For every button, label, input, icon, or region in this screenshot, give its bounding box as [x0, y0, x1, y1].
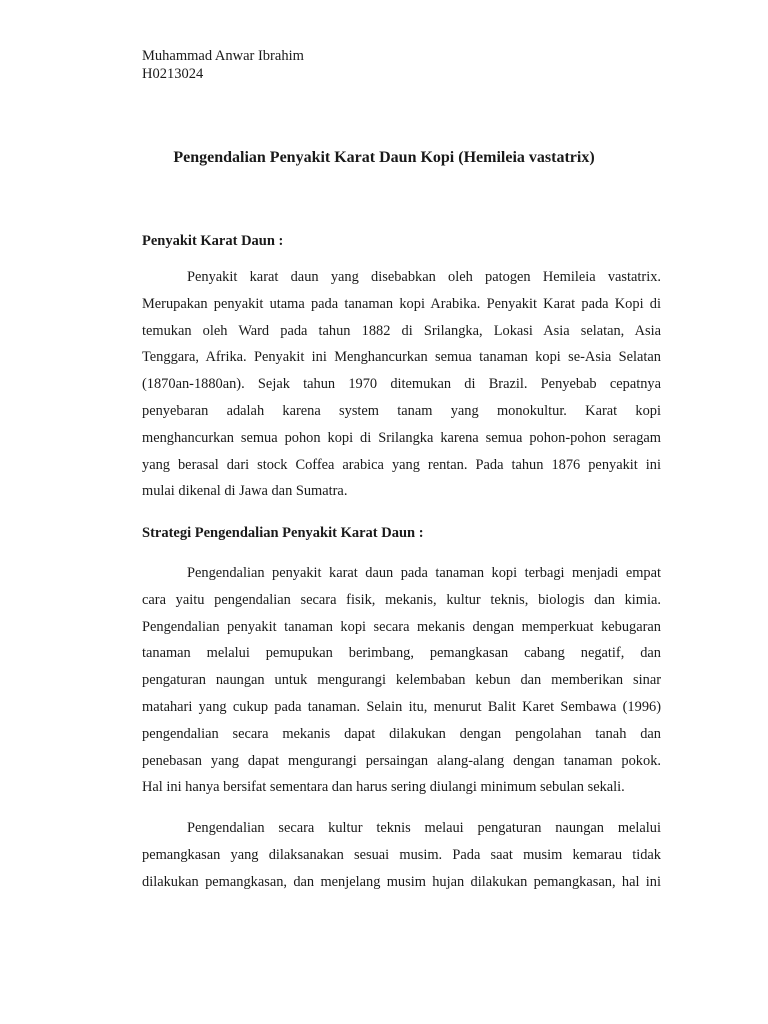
- paragraph-line: yang berasal dari stock Coffea arabica yang rentan. Pada tahun 1876 penyakit ini: [142, 456, 661, 473]
- paragraph-line: Penyakit karat daun yang disebabkan oleh patogen Hemileia vastatrix.: [187, 269, 661, 285]
- paragraph-line: tanaman melalui pemupukan berimbang, pemangkasan cabang negatif, dan: [142, 645, 661, 662]
- paragraph-line: dilakukan pemangkasan, dan menjelang musim hujan dilakukan pemangkasan, hal ini: [142, 873, 661, 890]
- paragraph-line: mulai dikenal di Jawa dan Sumatra.: [142, 483, 348, 500]
- section-heading-strategi-pengendalian: Strategi Pengendalian Penyakit Karat Daun :: [142, 525, 424, 541]
- paragraph-line: (1870an-1880an). Sejak tahun 1970 ditemukan di Brazil. Penyebab cepatnya: [142, 376, 661, 393]
- paragraph-line: pengendalian secara mekanis dapat dilakukan dengan pengolahan tanah dan: [142, 725, 661, 742]
- author-name: Muhammad Anwar Ibrahim: [142, 48, 304, 64]
- section-heading-penyakit-karat-daun: Penyakit Karat Daun :: [142, 233, 284, 249]
- paragraph-line: penebasan yang dapat mengurangi persaingan alang-alang dengan tanaman pokok.: [142, 752, 661, 769]
- paragraph-line: Hal ini hanya bersifat sementara dan harus sering diulangi minimum sebulan sekali.: [142, 779, 625, 796]
- paragraph-line: matahari yang cukup pada tanaman. Selain itu, menurut Balit Karet Sembawa (1996): [142, 698, 661, 715]
- paragraph-penyakit-karat-daun: [142, 264, 661, 505]
- paragraph-line: penyebaran adalah karena system tanam yang monokultur. Karat kopi: [142, 402, 661, 419]
- paragraph-line: Pengendalian secara kultur teknis melaui pengaturan naungan melalui: [187, 820, 661, 836]
- paragraph-strategi-1: [142, 560, 661, 801]
- paragraph-line: menghancurkan semua pohon kopi di Srilangka karena semua pohon-pohon seragam: [142, 429, 661, 446]
- paragraph-line: Tenggara, Afrika. Penyakit ini Menghancurkan semua tanaman kopi se-Asia Selatan: [142, 349, 661, 366]
- paragraph-line: Pengendalian penyakit karat daun pada tanaman kopi terbagi menjadi empat: [187, 565, 661, 581]
- paragraph-line: temukan oleh Ward pada tahun 1882 di Srilangka, Lokasi Asia selatan, Asia: [142, 322, 661, 339]
- paragraph-line: pengaturan naungan untuk mengurangi kelembaban kebun dan memberikan sinar: [142, 672, 661, 689]
- paragraph-line: pemangkasan yang dilaksanakan sesuai musim. Pada saat musim kemarau tidak: [142, 846, 661, 863]
- document-title: Pengendalian Penyakit Karat Daun Kopi (Hemileia vastatrix): [173, 149, 595, 166]
- author-block: [142, 47, 304, 83]
- paragraph-line: Pengendalian penyakit tanaman kopi secara mekanis dengan memperkuat kebugaran: [142, 618, 661, 635]
- paragraph-line: Merupakan penyakit utama pada tanaman kopi Arabika. Penyakit Karat pada Kopi di: [142, 295, 661, 312]
- paragraph-line: cara yaitu pengendalian secara fisik, mekanis, kultur teknis, biologis dan kimia.: [142, 591, 661, 608]
- paragraph-strategi-2: [142, 815, 661, 895]
- student-id: H0213024: [142, 66, 204, 82]
